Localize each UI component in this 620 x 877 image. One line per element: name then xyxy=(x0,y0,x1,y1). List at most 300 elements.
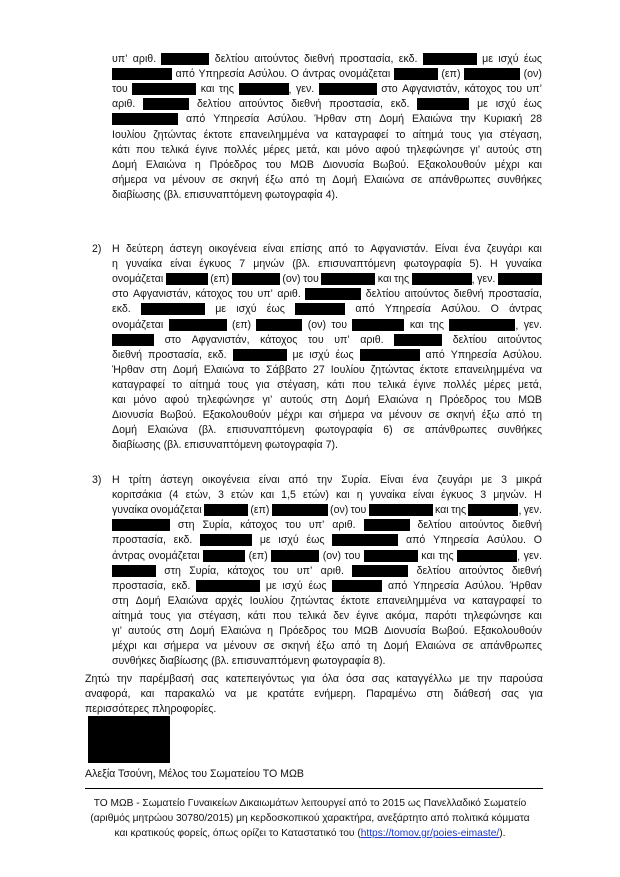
text-line xyxy=(112,474,542,487)
word: τρίτη xyxy=(128,474,152,486)
word: 7 xyxy=(239,258,246,271)
word: προστασία, xyxy=(112,579,166,592)
redacted-word xyxy=(295,303,345,317)
word: Ελαιώνα xyxy=(167,594,209,607)
redaction-bar xyxy=(239,83,289,95)
word: (ον) xyxy=(523,68,542,81)
word: για xyxy=(478,128,493,141)
word: Ιουλίου xyxy=(249,594,284,607)
word: αιτούντος xyxy=(404,288,449,301)
word: και xyxy=(140,688,155,701)
word: σήμερα xyxy=(163,640,200,653)
word: ζητώντας xyxy=(153,128,197,141)
word: σκηνή xyxy=(229,173,259,186)
word: Είναι xyxy=(380,474,404,486)
word: κατεπειγόντως xyxy=(225,673,295,685)
word: (επ) xyxy=(210,273,230,286)
word: κάτι xyxy=(247,609,266,622)
word: ισχύ xyxy=(278,534,299,547)
word: 8). xyxy=(373,655,386,668)
word: 4). xyxy=(325,188,338,201)
redaction-bar xyxy=(417,98,469,110)
word: φωτογραφία xyxy=(264,439,323,452)
word: τους xyxy=(149,609,171,622)
word: (βλ. xyxy=(292,258,311,271)
word: κάτοχος xyxy=(240,519,278,532)
text-line xyxy=(112,504,542,518)
word: πολλές xyxy=(443,378,477,391)
footer-link[interactable]: https://tomov.gr/poies-eimaste/ xyxy=(360,828,500,839)
word: μόνο xyxy=(133,394,157,406)
text-line xyxy=(85,673,543,686)
word: οικογένεια xyxy=(201,474,250,486)
word: ισχύ xyxy=(309,348,330,361)
word: στο xyxy=(381,83,398,96)
word: Ιουλίου xyxy=(112,128,146,141)
word: είναι xyxy=(170,258,192,271)
word: Δομή xyxy=(112,424,137,437)
word: έξω xyxy=(316,640,335,653)
word: (βλ. xyxy=(211,655,229,668)
word: αριθ. xyxy=(112,98,136,111)
redacted-word xyxy=(256,319,302,333)
word: φωτογραφία xyxy=(312,655,371,668)
redacted-word xyxy=(166,273,208,287)
redacted-word xyxy=(112,519,170,533)
word: που xyxy=(136,143,155,156)
word: από xyxy=(328,243,348,255)
word: με xyxy=(477,98,488,111)
word: σας xyxy=(200,673,219,685)
word: γεν. xyxy=(477,273,496,286)
text-line xyxy=(112,439,338,452)
word: παρέμβασή xyxy=(139,673,194,685)
word: Αφγανιστάν, xyxy=(402,83,461,96)
redaction-bar xyxy=(295,303,345,315)
word: ακόμα, xyxy=(385,609,418,622)
word: έως xyxy=(335,348,354,361)
redaction-bar xyxy=(468,504,518,516)
redaction-bar xyxy=(271,550,319,562)
word: με xyxy=(292,348,304,361)
word: έως xyxy=(523,53,542,65)
word: εκδ. xyxy=(173,534,193,547)
word: επίσης xyxy=(290,243,323,255)
redaction-bar xyxy=(352,565,408,577)
redacted-word xyxy=(369,504,433,518)
word: επισυναπτόμενη xyxy=(318,258,396,271)
word: στο xyxy=(112,288,129,301)
word: σας xyxy=(501,688,519,701)
word: είναι xyxy=(258,474,280,486)
word: στέγαση, xyxy=(198,609,241,622)
redaction-bar xyxy=(112,519,170,531)
text-line xyxy=(112,424,542,437)
redacted-word xyxy=(132,83,196,97)
word: προστασία, xyxy=(148,348,202,361)
list-number: 2) xyxy=(92,243,102,255)
word: εκδ. xyxy=(398,53,418,65)
text-line xyxy=(112,610,542,623)
redaction-bar xyxy=(305,288,361,300)
word: (βλ. xyxy=(163,439,182,452)
word: με xyxy=(246,688,258,701)
word: και xyxy=(421,549,435,562)
word: στο xyxy=(164,333,182,346)
word: από xyxy=(425,348,445,361)
word: είναι xyxy=(262,243,284,255)
word: γυναίκα xyxy=(112,504,149,517)
word: από xyxy=(288,474,308,486)
word: κάτι xyxy=(326,378,345,391)
text-line xyxy=(112,394,542,407)
text-line xyxy=(112,159,542,172)
word: Ελαιώνα xyxy=(145,158,187,171)
word: που xyxy=(351,378,371,391)
word: σκηνή xyxy=(446,409,476,422)
word: του xyxy=(494,394,511,406)
word: αριθ. xyxy=(320,564,344,577)
word: αριθ. xyxy=(360,333,384,346)
word: γεν. xyxy=(523,318,542,331)
redacted-word xyxy=(332,580,382,594)
text-line xyxy=(112,625,542,638)
word: γι’ xyxy=(112,625,123,637)
redaction-bar xyxy=(369,504,433,516)
word: του xyxy=(331,318,348,331)
word: ενήμερη. xyxy=(314,688,356,701)
word: διεθνή xyxy=(291,98,322,111)
word: αιτούντος xyxy=(238,98,284,111)
redacted-signature xyxy=(88,716,170,763)
word: τελικά xyxy=(161,143,189,156)
word: διαβίωσης xyxy=(112,439,161,452)
word: επισυναπτόμενη xyxy=(231,655,310,668)
word: του xyxy=(237,288,253,301)
word: με xyxy=(259,534,271,547)
word: και xyxy=(326,143,340,156)
word: Ήρθαν xyxy=(509,579,542,592)
word: σε xyxy=(263,640,275,653)
word: Εξακολουθούν xyxy=(473,625,542,637)
word: 27 xyxy=(312,363,325,376)
word: Ασύλου. xyxy=(502,348,542,361)
word: έως xyxy=(308,579,327,592)
word: δελτίου xyxy=(365,288,400,301)
word: να xyxy=(453,594,466,607)
word: επισυναπτόμενη xyxy=(184,439,262,452)
word: δελτίου xyxy=(196,98,232,111)
redaction-bar xyxy=(412,273,472,285)
word: του xyxy=(265,158,282,171)
word: προστασία, xyxy=(112,534,166,547)
word: ονομάζεται xyxy=(339,68,391,81)
word: παρότι xyxy=(424,609,457,622)
word: μετά, xyxy=(517,378,542,391)
word: μηνών. xyxy=(493,489,528,502)
word: γυναίκα xyxy=(125,258,163,271)
word: κοριτσάκια xyxy=(112,489,162,502)
word: Ο xyxy=(490,303,499,316)
word: 1,5 xyxy=(281,489,296,502)
signature-name: Αλεξία Τσούνη, Μέλος του Σωματείου ΤΟ ΜΩΒ xyxy=(85,768,304,780)
word: Δομή xyxy=(112,158,137,171)
redacted-word xyxy=(232,273,280,287)
word: έως xyxy=(523,98,542,111)
word: μένουν xyxy=(172,173,206,186)
word: ετών) xyxy=(303,489,329,502)
word: επισυναπτόμενη xyxy=(226,424,305,437)
footer-divider xyxy=(85,788,543,789)
word: από xyxy=(355,303,375,316)
text-line xyxy=(112,98,542,112)
redacted-word xyxy=(112,113,178,127)
list-number: 3) xyxy=(92,474,102,486)
redaction-bar xyxy=(143,98,189,110)
redaction-bar xyxy=(232,273,280,285)
word: του xyxy=(350,504,367,517)
word: στη xyxy=(112,594,129,607)
word: το xyxy=(531,594,542,607)
word: στέγαση, xyxy=(277,378,320,391)
word: Υπηρεσία xyxy=(198,68,245,81)
word: Ζητώ xyxy=(85,673,110,685)
word: Η xyxy=(112,243,120,255)
word: της xyxy=(438,549,454,562)
redacted-word xyxy=(352,565,408,579)
word: 3 xyxy=(480,489,487,502)
word: δελτίου xyxy=(214,53,249,65)
word: το xyxy=(172,378,183,391)
word: με xyxy=(215,303,227,316)
word: Η xyxy=(489,258,498,271)
text-line xyxy=(112,53,542,67)
word: την xyxy=(316,474,333,486)
word: διάθεσή xyxy=(453,688,491,701)
text-line xyxy=(85,688,543,701)
word: τηλεφώνησε xyxy=(196,394,255,406)
word: Αφγανιστάν, xyxy=(191,333,250,346)
word: συνθήκες xyxy=(112,655,157,668)
word: μέχρι xyxy=(277,409,303,422)
redaction-bar xyxy=(449,319,515,331)
word: και xyxy=(200,83,215,96)
redacted-word xyxy=(319,83,377,97)
text-line xyxy=(112,489,542,502)
word: κάτοχος xyxy=(227,564,265,577)
word: γυναίκα xyxy=(505,258,542,271)
text-line xyxy=(112,334,542,348)
word: να xyxy=(316,128,329,141)
word: γι’ xyxy=(470,143,481,156)
word: συνθήκες xyxy=(497,173,542,186)
word: άντρας xyxy=(302,68,336,81)
word: και xyxy=(308,409,323,422)
word: Ασύλου. xyxy=(464,579,504,592)
word: έκτοτε xyxy=(340,594,370,607)
word: μένουν xyxy=(223,640,257,653)
word: μέρες xyxy=(483,378,511,391)
word: Ήρθαν xyxy=(112,363,145,376)
text-line xyxy=(112,129,542,142)
word: Διονυσία xyxy=(112,409,154,422)
redacted-word xyxy=(364,519,410,533)
word: σε xyxy=(211,173,224,186)
text-line xyxy=(112,519,542,533)
word: Ασύλου. xyxy=(486,534,526,547)
word: σε xyxy=(410,173,423,186)
word: η xyxy=(194,158,201,171)
word: με xyxy=(481,474,493,486)
word: Η xyxy=(112,474,120,486)
word: Ο xyxy=(290,68,300,81)
word: σήμερα xyxy=(112,173,148,186)
word: άστεγη xyxy=(160,474,194,486)
word: υπ’ xyxy=(526,83,542,96)
text-line xyxy=(112,580,542,594)
word: όσα xyxy=(346,673,365,685)
text-line xyxy=(112,565,542,579)
word: έξω xyxy=(265,173,284,186)
word: καταγγέλλω xyxy=(396,673,452,685)
word: στη xyxy=(525,143,542,156)
word: στη xyxy=(320,394,338,406)
redaction-bar xyxy=(112,565,156,577)
word: άστεγη xyxy=(169,243,203,255)
word: έγινε xyxy=(413,378,436,391)
word: του xyxy=(344,549,361,562)
word: προστασία, xyxy=(329,98,383,111)
word: επισυναπτόμενη xyxy=(184,188,262,201)
redaction-bar xyxy=(423,53,477,65)
word: ζητώντας xyxy=(290,594,334,607)
word: ζευγάρι xyxy=(486,243,522,255)
text-line xyxy=(112,534,542,548)
redaction-bar xyxy=(332,534,398,546)
word: διεθνή xyxy=(453,288,484,301)
word: στη xyxy=(426,688,444,701)
word: έως xyxy=(266,303,285,316)
footer-line-3 xyxy=(60,827,560,840)
text-line xyxy=(112,319,542,333)
word: ΜΩΒ xyxy=(354,625,379,637)
redaction-bar xyxy=(204,504,248,516)
word: Ασύλου. xyxy=(267,113,307,126)
word: δελτίου xyxy=(416,564,451,577)
word: άντρας xyxy=(509,303,542,316)
word: έκτοτε xyxy=(203,128,233,141)
footer-line-1: ΤΟ ΜΩΒ - Σωματείο Γυναικείων Δικαιωμάτων λειτουργεί από το 2015 ως Πανελλαδικό Σωματείο xyxy=(93,798,527,809)
text-line xyxy=(112,303,542,317)
redacted-word: , xyxy=(457,550,520,564)
text-line xyxy=(112,655,385,668)
redaction-bar xyxy=(272,504,328,516)
word: (επ) xyxy=(250,504,270,517)
word: αιτούντος xyxy=(459,519,505,532)
word: να xyxy=(370,409,383,422)
word: μένουν xyxy=(388,409,422,422)
redacted-word: , xyxy=(449,319,518,333)
word: αριθ. xyxy=(277,288,301,301)
word: αφού xyxy=(164,394,190,406)
redaction-bar xyxy=(319,83,377,95)
redacted-word xyxy=(332,534,398,548)
redacted-word xyxy=(271,550,319,564)
word: Ελαιώνα xyxy=(147,424,188,437)
word: να xyxy=(205,640,218,653)
word: ονομάζεται xyxy=(112,273,164,286)
word: του xyxy=(332,625,349,637)
redacted-word xyxy=(141,303,205,317)
footer-line-3-prefix: και κρατικούς φορείς, όπως ορίζει το Καταστατικό του ( xyxy=(114,828,361,839)
word: Ο xyxy=(533,534,542,547)
word: και xyxy=(143,640,158,653)
redacted-word: , xyxy=(468,504,521,518)
word: Διονυσία xyxy=(384,625,426,637)
word: (ον) xyxy=(282,273,301,286)
word: φωτογραφία xyxy=(403,258,462,271)
word: της xyxy=(393,273,410,286)
word: καταγραφεί xyxy=(472,594,525,607)
word: την xyxy=(476,673,493,685)
word: (ον) xyxy=(307,318,326,331)
word: Βωβού. xyxy=(431,625,468,637)
word: υπ’ xyxy=(334,333,350,346)
word: Συρία, xyxy=(189,564,220,577)
word: διεθνή xyxy=(304,53,335,65)
text-line xyxy=(112,68,542,82)
word: ένα xyxy=(464,243,481,255)
text-line xyxy=(112,595,542,608)
word: 6) xyxy=(383,424,393,437)
redaction-bar xyxy=(200,534,252,546)
word: διαβίωσης xyxy=(159,655,209,668)
word: το xyxy=(395,128,406,141)
redaction-bar xyxy=(321,273,375,285)
word: του xyxy=(506,83,523,96)
word: ΜΩΒ xyxy=(518,394,542,406)
redacted-word xyxy=(394,334,442,348)
word: (επ) xyxy=(441,68,461,81)
word: προστασία, xyxy=(488,288,542,301)
word: Ελαιώνα xyxy=(415,640,456,653)
word: παρούσα xyxy=(499,673,543,685)
word: και xyxy=(377,273,392,286)
word: Βωβού. xyxy=(372,158,409,171)
word: Δομή xyxy=(172,363,198,376)
word: Δομή xyxy=(383,640,409,653)
word: μέρες xyxy=(263,143,290,156)
word: σήμερα xyxy=(328,409,365,422)
word: αυτούς xyxy=(486,143,520,156)
word: απάνθρωπες xyxy=(428,173,491,186)
word: δεν xyxy=(333,609,350,622)
redaction-bar xyxy=(364,550,418,562)
text-line xyxy=(112,83,542,97)
word: απάνθρωπες xyxy=(480,640,542,653)
word: για xyxy=(301,673,316,685)
word: ισχύ xyxy=(498,53,519,65)
word: εκδ. xyxy=(112,303,131,316)
redaction-bar xyxy=(464,68,520,80)
word: που xyxy=(272,609,292,622)
word: οικογένεια xyxy=(208,243,257,255)
word: το xyxy=(354,243,365,255)
word: απάνθρωπες xyxy=(425,424,487,437)
word: έγινε xyxy=(356,609,379,622)
text-line xyxy=(112,113,542,127)
word: αιτούντος xyxy=(254,53,299,65)
